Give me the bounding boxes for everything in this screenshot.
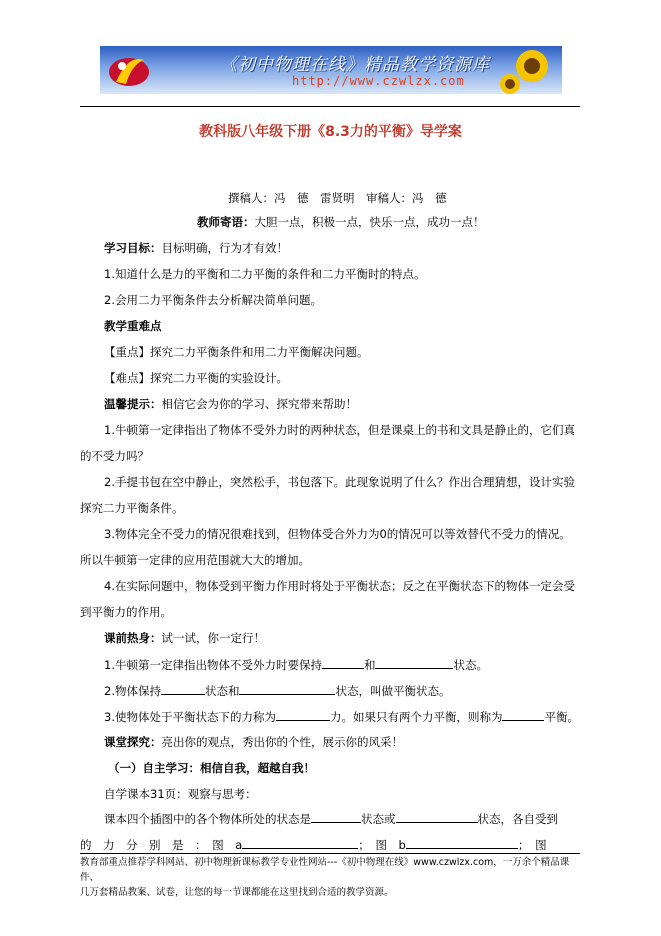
inquiry-question-cont <box>80 836 547 853</box>
self-study-text: 相信自我，超越自我！ <box>200 761 315 775</box>
question-text: 的 力 分 别 是 ： 图 a <box>80 838 243 852</box>
footer-line: 几万套精品教案、试卷，让您的每一节课都能在这里找到合适的教学资源。 <box>80 887 394 898</box>
site-banner <box>100 46 562 94</box>
tip-paragraph: 探究二力平衡条件。 <box>80 501 184 515</box>
sunflower-icon <box>498 46 558 94</box>
question-text: 状态，叫做平衡状态。 <box>335 684 451 698</box>
key-points-heading: 教学重难点 <box>104 319 162 333</box>
question-text: ； 图 <box>517 838 547 852</box>
warmup-heading <box>104 630 265 646</box>
answer-blank[interactable] <box>322 656 364 669</box>
key-point-focus: 【重点】探究二力平衡条件和用二力平衡解决问题。 <box>104 345 369 359</box>
warmup-label: 课前热身： <box>104 631 162 645</box>
answer-blank[interactable] <box>311 810 361 823</box>
teacher-message-label: 教师寄语： <box>197 215 255 229</box>
tip-paragraph: 所以牛顿第一定律的应用范围就大大的增加。 <box>80 553 310 567</box>
inquiry-text: 亮出你的观点，秀出你的个性，展示你的风采！ <box>161 735 403 749</box>
inquiry-question <box>104 810 558 827</box>
document-title: 教科版八年级下册《8.3力的平衡》导学案 <box>199 124 462 140</box>
tip-paragraph: 4.在实际问题中，物体受到平衡力作用时将处于平衡状态；反之在平衡状态下的物体一定会受 <box>104 579 575 593</box>
goal-item: 1.知道什么是力的平衡和二力平衡的条件和二力平衡时的特点。 <box>104 267 426 281</box>
answer-blank[interactable] <box>375 656 453 669</box>
question-text: 状态和 <box>204 684 240 698</box>
question-text: 和 <box>363 658 376 672</box>
goals-text: 目标明确，行为才有效！ <box>161 241 288 255</box>
answer-blank[interactable] <box>239 682 335 695</box>
tips-text: 相信它会为你的学习、探究带来帮助！ <box>161 397 357 411</box>
tip-paragraph: 2.手提书包在空中静止，突然松手，书包落下。此现象说明了什么？作出合理猜想，设计实验 <box>104 475 575 489</box>
tips-heading <box>104 396 357 412</box>
answer-blank[interactable] <box>502 708 544 721</box>
banner-title: 《初中物理在线》精品教学资源库 <box>220 55 490 75</box>
page-footer <box>80 855 585 900</box>
teacher-message <box>197 214 485 230</box>
answer-blank[interactable] <box>161 682 205 695</box>
tip-paragraph: 的不受力吗？ <box>80 449 149 463</box>
question-text: 1.牛顿第一定律指出物体不受外力时要保持 <box>104 658 322 672</box>
banner-url[interactable]: http://www.czwlzx.com <box>292 74 465 88</box>
warmup-question-1 <box>104 656 488 673</box>
goal-item: 2.会用二力平衡条件去分析解决简单问题。 <box>104 293 322 307</box>
question-text: 状态或 <box>361 812 396 826</box>
question-text: 2.物体保持 <box>104 684 161 698</box>
question-text: 课本四个插图中的各个物体所处的状态是 <box>104 812 311 826</box>
self-study-heading <box>108 760 315 776</box>
tips-label: 温馨提示： <box>104 397 162 411</box>
teacher-message-text: 大胆一点，积极一点，快乐一点，成功一点！ <box>254 215 485 229</box>
self-study-label: （一）自主学习： <box>108 761 200 775</box>
goals-label: 学习目标： <box>104 241 162 255</box>
question-text: 力。如果只有两个力平衡，则称为 <box>329 710 503 724</box>
inquiry-heading <box>104 734 403 750</box>
tip-paragraph: 3.物体完全不受力的情况很难找到，但物体受合外力为0的情况可以等效替代不受力的情况。 <box>104 527 571 541</box>
goals-heading <box>104 240 288 256</box>
tip-paragraph: 1.牛顿第一定律指出了物体不受外力时的两种状态，但是课桌上的书和文具是静止的，它们真 <box>104 423 575 437</box>
answer-blank[interactable] <box>242 836 358 849</box>
authors: 撰稿人：冯 德 雷贤明 审稿人：冯 德 <box>228 191 447 205</box>
inquiry-label: 课堂探究： <box>104 735 162 749</box>
question-text: 3.使物体处于平衡状态下的力称为 <box>104 710 276 724</box>
footer-rule <box>80 853 580 854</box>
footer-line: 教育部重点推荐学科网站、初中物理新课标教学专业性网站---《初中物理在线》www.czwlzx.com，一万余个精品课件、 <box>80 857 570 883</box>
header-rule <box>80 106 580 107</box>
question-text: 平衡。 <box>544 710 579 724</box>
self-study-instruction: 自学课本31页：观察与思考： <box>104 787 257 801</box>
question-text: 状态。 <box>453 658 488 672</box>
question-text: ； 图 b <box>358 838 406 852</box>
answer-blank[interactable] <box>396 810 478 823</box>
warmup-question-3 <box>104 708 579 725</box>
warmup-question-2 <box>104 682 450 699</box>
tip-paragraph: 到平衡力的作用。 <box>80 605 172 619</box>
question-text: 状态，各自受到 <box>477 812 558 826</box>
site-logo-icon <box>106 50 152 90</box>
key-point-difficulty: 【难点】探究二力平衡的实验设计。 <box>104 371 288 385</box>
answer-blank[interactable] <box>406 836 518 849</box>
warmup-text: 试一试，你一定行！ <box>161 631 265 645</box>
answer-blank[interactable] <box>276 708 330 721</box>
